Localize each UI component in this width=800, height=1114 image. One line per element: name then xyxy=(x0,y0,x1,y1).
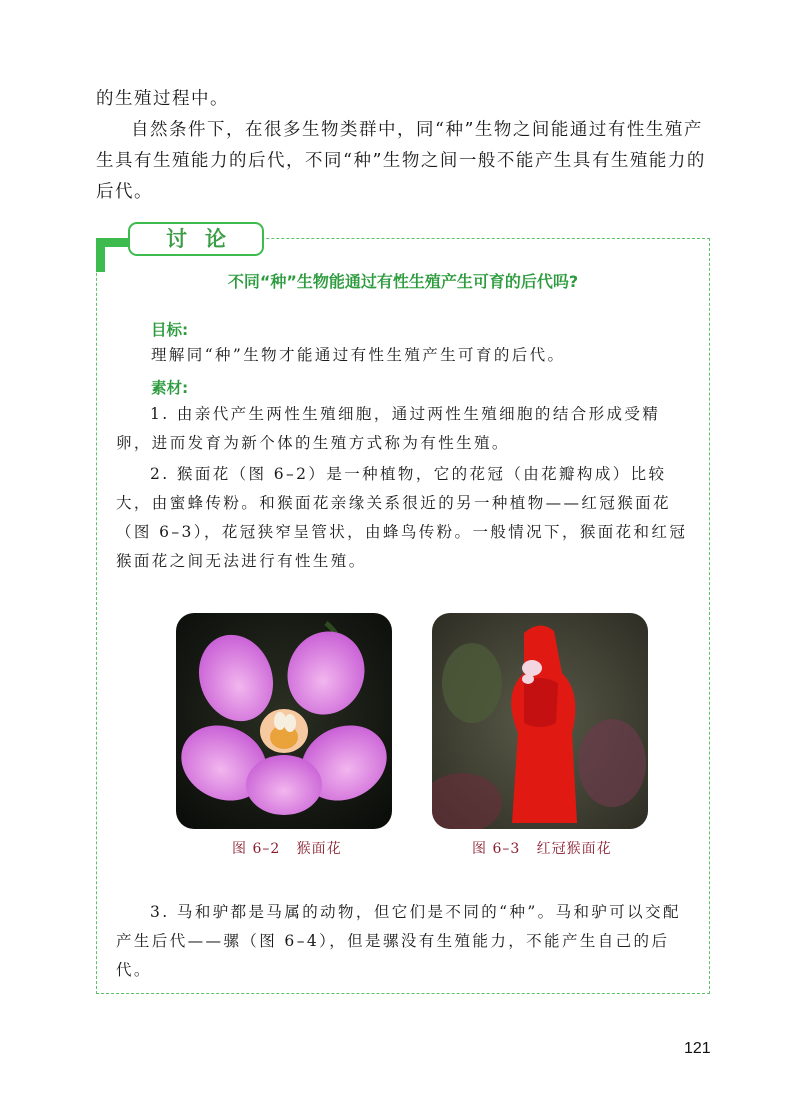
material-item-2: 2. 猴面花（图 6–2）是一种植物，它的花冠（由花瓣构成）比较大，由蜜蜂传粉。和猴面花亲缘关系很近的另一种植物——红冠猴面花（图 6–3），花冠狭窄呈管状，由蜂鸟传粉。一般情况下，猴面花和红冠猴面花之间无法进行有性生殖。 xyxy=(116,465,688,570)
goal-text: 理解同“种”生物才能通过有性生殖产生可育的后代。 xyxy=(151,346,566,364)
goal-heading: 目标: xyxy=(151,321,189,339)
figure-caption-6-2: 图 6–2 猴面花 xyxy=(232,841,342,857)
discussion-question: 不同“种”生物能通过有性生殖产生可育的后代吗? xyxy=(227,272,579,291)
material-item-1: 1. 由亲代产生两性生殖细胞，通过两性生殖细胞的结合形成受精卵，进而发育为新个体的生殖方式称为有性生殖。 xyxy=(116,405,661,452)
material-item-3: 3. 马和驴都是马属的动物，但它们是不同的“种”。马和驴可以交配产生后代——骡（图 6–4），但是骡没有生殖能力，不能产生自己的后代。 xyxy=(116,903,681,979)
discussion-badge: 讨论 xyxy=(128,222,264,256)
material-heading: 素材: xyxy=(151,379,189,397)
paragraph-main: 自然条件下，在很多生物类群中，同“种”生物之间能通过有性生殖产生具有生殖能力的后代，不同“种”生物之间一般不能产生具有生殖能力的后代。 xyxy=(96,120,706,202)
figure-caption-6-3: 图 6–3 红冠猴面花 xyxy=(472,841,612,857)
monkeyflower-photo xyxy=(176,613,392,829)
red-monkeyflower-photo xyxy=(432,613,648,829)
paragraph-continued: 的生殖过程中。 xyxy=(96,89,229,109)
page-number: 121 xyxy=(684,1040,711,1057)
